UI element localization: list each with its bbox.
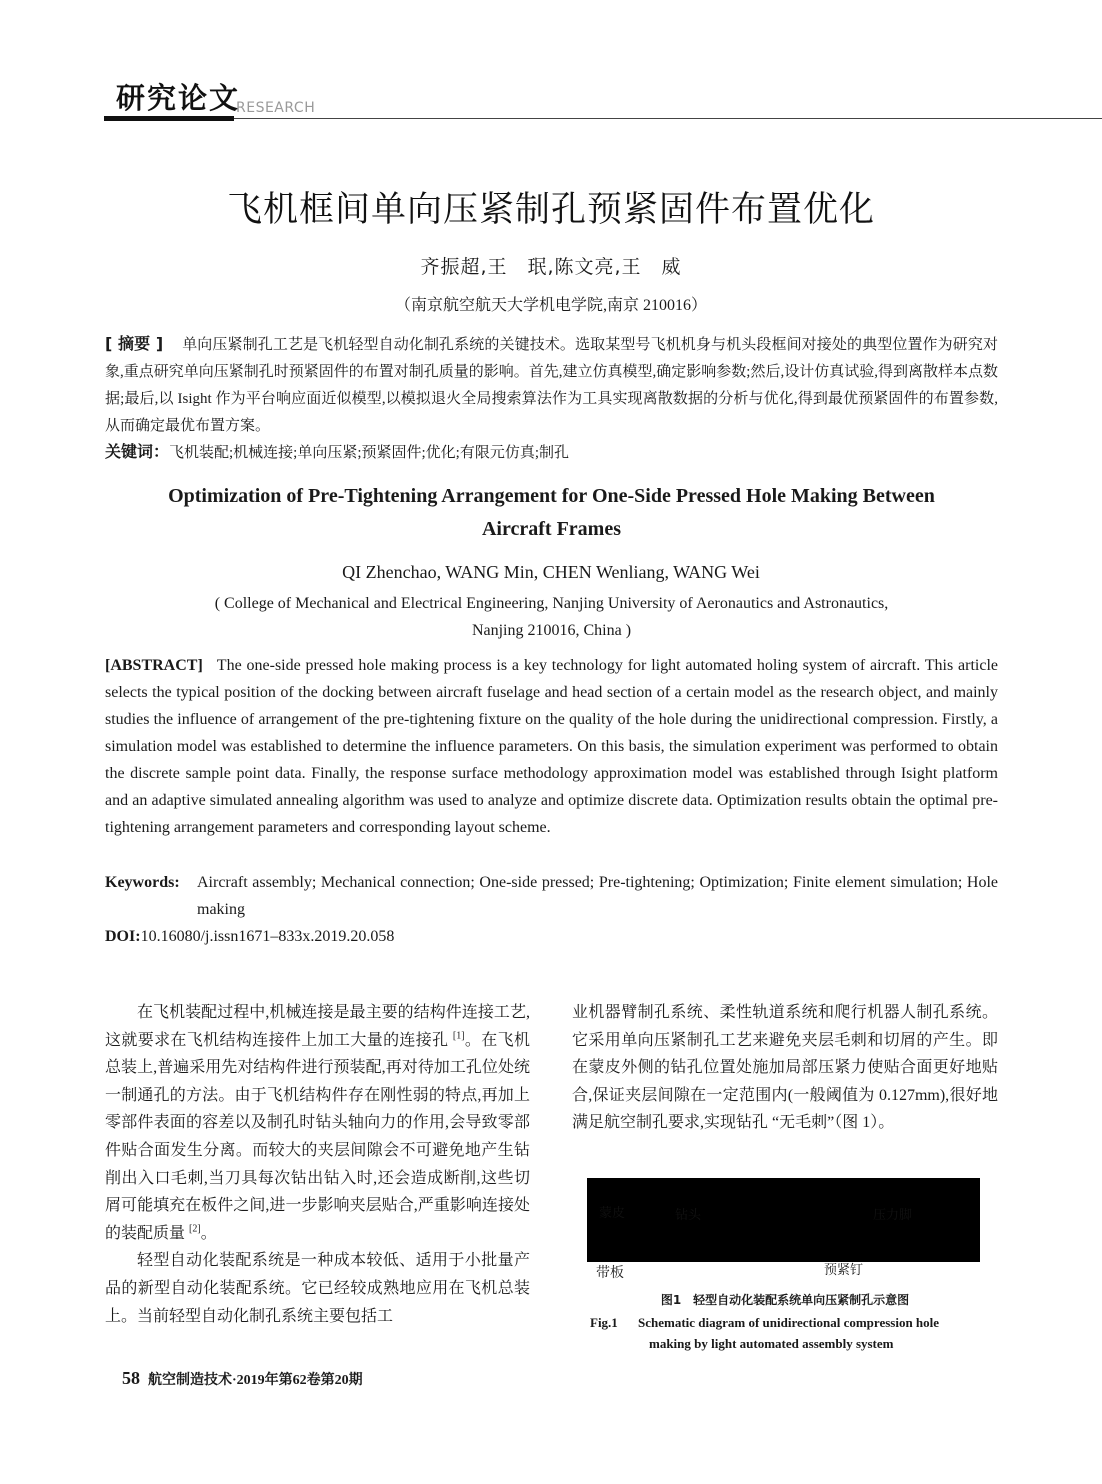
abstract-en-tag: [ABSTRACT] — [105, 657, 203, 674]
keywords-cn-text: 飞机装配;机械连接;单向压紧;预紧固件;优化;有限元仿真;制孔 — [169, 445, 570, 461]
abstract-cn — [105, 330, 998, 440]
authors-en: QI Zhenchao, WANG Min, CHEN Wenliang, WANG Wei — [342, 562, 760, 582]
keywords-cn — [105, 438, 998, 467]
keywords-cn-tag: 关键词： — [105, 442, 170, 461]
affiliation-en-line2: Nanjing 210016, China ) — [471, 622, 632, 639]
citation-ref: [1] — [452, 1030, 465, 1042]
abstract-cn-text: 单向压紧制孔工艺是飞机轻型自动化制孔系统的关键技术。选取某型号飞机机身与机头段框间对接处的典型位置作为研究对象,重点研究单向压紧制孔时预紧固件的布置对制孔质量的影响。首先,建立仿真模型,确定影响参数;然后,设计仿真试验,得到离散样本点数据;最后,以 Isight 作为平台响应面近似模型,以模拟退火全局搜索算法作为工具实现离散数据的分析与优化,得到最优预紧固件的布置参数,从而确定最优布置方案。 — [105, 337, 998, 434]
figure-caption-en — [590, 1312, 990, 1354]
abstract-cn-tag: [ 摘要 ] — [105, 334, 164, 353]
figure-caption-en-line1: Schematic diagram of unidirectional compression hole — [638, 1315, 940, 1330]
authors-cn: 齐振超,王 珉,陈文亮,王 威 — [420, 256, 682, 278]
doi — [105, 923, 394, 950]
citation-ref: [2] — [189, 1223, 201, 1235]
body-paragraph: 在飞机装配过程中,机械连接是最主要的结构件连接工艺,这就要求在飞机结构连接件上加工大量的连接孔 [1]。在飞机总装上,普遍采用先对结构件进行预装配,再对待加工孔位处统一制通孔的方法。由于飞机结构件存在刚性弱的特点,再加上零部件表面的容差以及制孔时钻头轴向力的作用,会导致零部件贴合面发生分离。而较大的夹层间隙会不可避免地产生钻削出入口毛刺,当刀具每次钻出钻入时,还会造成断削,这些切屑可能填充在板件之间,进一步影响夹层贴合,严重影响连接处的装配质量 [2]。 — [105, 1004, 530, 1242]
figure-label-presser: 压力脚 — [873, 1207, 913, 1222]
figure-caption-en-number: Fig.1 — [590, 1315, 618, 1330]
affiliation-en — [105, 590, 998, 644]
abstract-en-text: The one-side pressed hole making process is a key technology for light automated holing system of aircraft. This article selects the typical position of the docking between aircraft fuselage and head section of a certain model as the research object, and mainly studies the influence of arrangement of the pre-tightening fixture on the quality of the hole during the unidirectional compression. Firstly, a simulation model was established to determine the influence parameters. On this basis, the simulation experiment was performed to obtain the discrete sample point data. Finally, the response surface methodology approximation model was established through Isight platform and an adaptive simulated annealing algorithm was used to analyze and optimize discrete data. Optimization results obtain the optimal pre-tightening arrangement parameters and corresponding layout scheme. — [105, 657, 998, 836]
body-paragraph: 业机器臂制孔系统、柔性轨道系统和爬行机器人制孔系统。它采用单向压紧制孔工艺来避免夹层毛刺和切屑的产生。即在蒙皮外侧的钻孔位置处施加局部压紧力使贴合面更好地贴合,保证夹层间隙在一定范围内(一般阈值为 0.127mm),很好地满足航空制孔要求,实现钻孔 “无毛刺”（图 1）。 — [572, 1004, 998, 1132]
keywords-en — [105, 869, 998, 923]
journal-info: 航空制造技术·2019年第62卷第20期 — [148, 1373, 363, 1388]
figure-label-fastener: 预紧钉 — [824, 1262, 864, 1277]
header-rule-thin — [234, 118, 1102, 119]
figure-label-strip: 带板 — [596, 1266, 624, 1281]
paper-title-en — [105, 480, 998, 546]
figure-caption-cn: 图1 轻型自动化装配系统单向压紧制孔示意图 — [660, 1293, 910, 1307]
doi-value: 10.16080/j.issn1671–833x.2019.20.058 — [140, 928, 395, 945]
affiliation-en-line1: ( College of Mechanical and Electrical Engineering, Nanjing University of Aeronautics and Astronautics, — [214, 595, 889, 612]
paper-title-cn: 飞机框间单向压紧制孔预紧固件布置优化 — [226, 190, 875, 230]
body-column-left — [105, 999, 530, 1330]
figure-label-drill: 钻头 — [675, 1207, 702, 1222]
running-header — [104, 76, 1102, 124]
paper-title-en-line1: Optimization of Pre-Tightening Arrangement for One-Side Pressed Hole Making Between — [168, 485, 935, 507]
keywords-en-tag: Keywords: — [105, 874, 180, 891]
keywords-en-text: Aircraft assembly; Mechanical connection; One-side pressed; Pre-tightening; Optimization; Finite element simulation; Hole making — [197, 874, 998, 918]
figure-caption-en-line2: making by light automated assembly system — [649, 1336, 894, 1351]
paper-title-en-line2: Aircraft Frames — [481, 518, 621, 540]
figure-label-skin: 蒙皮 — [599, 1205, 626, 1220]
body-column-right — [572, 999, 998, 1137]
affiliation-cn: （南京航空航天大学机电学院,南京 210016） — [394, 297, 707, 314]
page-number: 58 — [122, 1368, 140, 1388]
doi-tag: DOI: — [105, 928, 141, 945]
figure-image — [587, 1178, 980, 1262]
body-paragraph: 轻型自动化装配系统是一种成本较低、适用于小批量产品的新型自动化装配系统。它已经较成熟地应用在飞机总装上。当前轻型自动化制孔系统主要包括工 — [105, 1252, 530, 1325]
page-footer — [122, 1368, 363, 1389]
header-rule-thick — [104, 116, 234, 121]
abstract-en — [105, 652, 998, 841]
section-label: 研究论文 — [116, 83, 241, 115]
section-label-en: RESEARCH — [236, 100, 316, 116]
